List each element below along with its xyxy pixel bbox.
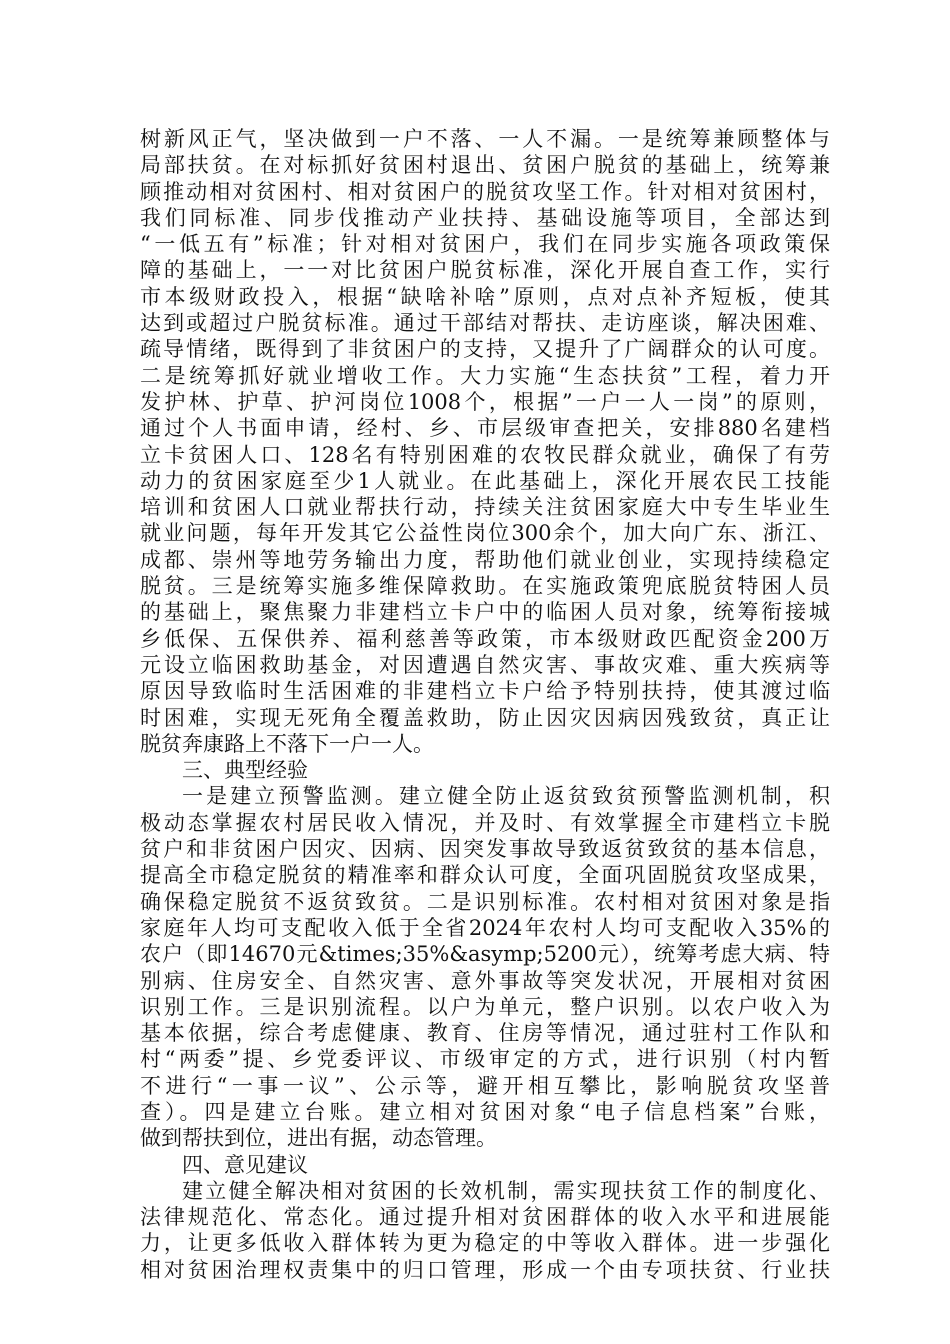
text-line: 做到帮扶到位，进出有据，动态管理。 [140,1126,497,1151]
text-line: 别病、住房安全、自然灾害、意外事故等突发状况，开展相对贫困 [140,968,830,993]
text-line: 脱贫奔康路上不落下一户一人。 [140,731,434,756]
paragraph-first-line: 一是建立预警监测。建立健全防止返贫致贫预警监测机制，积 [182,784,830,809]
text-line: 培训和贫困人口就业帮扶行动，持续关注贫困家庭大中专生毕业生 [140,495,830,520]
text-line: 不进行“一事一议”、公示等，避开相互攀比，影响脱贫攻坚普 [140,1073,830,1098]
text-line: 局部扶贫。在对标抓好贫困村退出、贫困户脱贫的基础上，统筹兼 [140,153,830,178]
text-line: 相对贫困治理权责集中的归口管理，形成一个由专项扶贫、行业扶 [140,1257,830,1282]
text-line: 成都、崇州等地劳务输出力度，帮助他们就业创业，实现持续稳定 [140,547,830,572]
section-heading: 三、典型经验 [182,758,308,783]
text-line: 树新风正气，坚决做到一户不落、一人不漏。一是统筹兼顾整体与 [140,127,830,151]
section-heading: 四、意见建议 [182,1152,308,1177]
text-line: 我们同标准、同步伐推动产业扶持、基础设施等项目，全部达到 [140,205,830,230]
text-line: 识别工作。三是识别流程。以户为单元，整户识别。以农户收入为 [140,994,830,1019]
text-line: 二是统筹抓好就业增收工作。大力实施“生态扶贫”工程，着力开 [140,363,830,388]
text-line: 乡低保、五保供养、福利慈善等政策，市本级财政匹配资金200万 [140,626,830,651]
text-line: 法律规范化、常态化。通过提升相对贫困群体的收入水平和进展能 [140,1205,830,1230]
text-line: 就业问题，每年开发其它公益性岗位300余个，加大向广东、浙江、 [140,521,830,546]
text-line: 脱贫。三是统筹实施多维保障救助。在实施政策兜底脱贫特困人员 [140,574,830,599]
text-line: 查）。四是建立台账。建立相对贫困对象“电子信息档案”台账， [140,1099,830,1124]
text-line: 时困难，实现无死角全覆盖救助，防止因灾因病因残致贫，真正让 [140,705,830,730]
text-line: 疏导情绪，既得到了非贫困户的支持，又提升了广阔群众的认可度。 [140,337,830,362]
text-line: “一低五有”标准；针对相对贫困户，我们在同步实施各项政策保 [140,232,830,257]
text-line: 动力的贫困家庭至少1人就业。在此基础上，深化开展农民工技能 [140,468,830,493]
text-line: 元设立临困救助基金，对因遭遇自然灾害、事故灾难、重大疾病等 [140,652,830,677]
text-line: 村“两委”提、乡党委评议、市级审定的方式，进行识别（村内暂 [140,1047,830,1072]
text-line: 发护林、护草、护河岗位1008个，根据”一户一人一岗”的原则， [140,389,830,414]
text-line: 农户（即14670元&times;35%&asymp;5200元），统筹考虑大病、特 [140,942,830,967]
text-line: 极动态掌握农村居民收入情况，并及时、有效掌握全市建档立卡脱 [140,810,830,835]
text-line: 家庭年人均可支配收入低于全省2024年农村人均可支配收入35%的 [140,915,830,940]
text-line: 通过个人书面申请，经村、乡、市层级审查把关，安排880名建档 [140,416,830,441]
text-line: 顾推动相对贫困村、相对贫困户的脱贫攻坚工作。针对相对贫困村， [140,179,830,204]
text-line: 达到或超过户脱贫标准。通过干部结对帮扶、走访座谈，解决困难、 [140,311,830,336]
text-line: 立卡贫困人口、128名有特别困难的农牧民群众就业，确保了有劳 [140,442,830,467]
text-line: 力，让更多低收入群体转为更为稳定的中等收入群体。进一步强化 [140,1231,830,1256]
text-line: 原因导致临时生活困难的非建档立卡户给予特别扶持，使其渡过临 [140,679,830,704]
text-line: 确保稳定脱贫不返贫致贫。二是识别标准。农村相对贫困对象是指 [140,889,830,914]
text-line: 障的基础上，一一对比贫困户脱贫标准，深化开展自查工作，实行 [140,258,830,283]
text-line: 的基础上，聚焦聚力非建档立卡户中的临困人员对象，统筹衔接城 [140,600,830,625]
text-line: 市本级财政投入，根据“缺啥补啥”原则，点对点补齐短板，使其 [140,284,830,309]
paragraph-first-line: 建立健全解决相对贫困的长效机制，需实现扶贫工作的制度化、 [182,1178,830,1203]
text-line: 提高全市稳定脱贫的精准率和群众认可度，全面巩固脱贫攻坚成果， [140,863,830,888]
text-line: 基本依据，综合考虑健康、教育、住房等情况，通过驻村工作队和 [140,1021,830,1046]
document-page [140,126,830,1283]
text-line: 贫户和非贫困户因灾、因病、因突发事故导致返贫致贫的基本信息， [140,837,830,862]
